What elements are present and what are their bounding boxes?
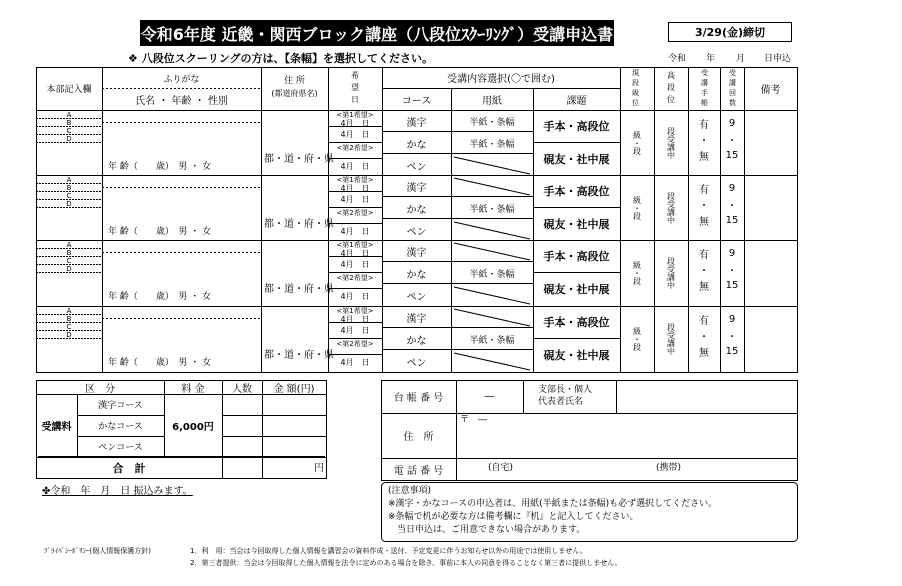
course-option-2[interactable]: ペン <box>406 226 427 238</box>
row-letter: C <box>66 322 72 331</box>
row-rule <box>454 178 530 195</box>
address-label: 住 所 <box>403 432 434 443</box>
topic-option-0[interactable]: 手本・高段位 <box>543 316 610 329</box>
grade-label: 級・段 <box>632 195 642 220</box>
course-option-1[interactable]: かな <box>406 269 427 281</box>
kaisu-option-1[interactable]: ・ <box>727 265 737 277</box>
techou-header-4: 帳 <box>701 99 708 107</box>
wish1-date: 4月 日 <box>340 314 370 324</box>
paper-option-1[interactable]: 半紙・条幅 <box>469 269 515 280</box>
paper-header: 用紙 <box>482 95 502 107</box>
koudan-header-1: 高 <box>667 71 675 80</box>
course-option-2[interactable]: ペン <box>406 357 427 369</box>
name-header: 氏名 ・ 年齢 ・ 性別 <box>135 95 228 107</box>
kaisu-header-2: 講 <box>729 79 736 87</box>
fee-kanji-course: 漢字コース <box>98 401 143 411</box>
wish1-date-b: 4月 日 <box>340 130 370 139</box>
prefecture-label: 都・道・府・県 <box>264 219 334 230</box>
koudan-header-2: 段 <box>667 83 675 92</box>
deadline-box: 3/29(金)締切 <box>668 22 792 42</box>
fee-label: 受講料 <box>41 422 72 433</box>
grade-label: 級・段 <box>632 130 642 155</box>
wish2-date: 4月 日 <box>340 162 370 171</box>
techou-option-2[interactable]: 無 <box>699 281 709 293</box>
wish1-label: <第1希望> <box>336 110 374 119</box>
transfer-note: ✤令和 年 月 日 振込みます。 <box>42 486 193 497</box>
kaisu-option-0[interactable]: 9 <box>728 117 736 129</box>
fee-kubun-header: 区 分 <box>85 383 115 395</box>
topic-option-0[interactable]: 手本・高段位 <box>543 120 610 133</box>
course-option-1[interactable]: かな <box>406 204 427 216</box>
row-letter: B <box>66 248 72 257</box>
wish1-date: 4月 日 <box>340 118 370 128</box>
wish2-label: <第2希望> <box>336 143 374 152</box>
phone-home-label: (自宅) <box>488 463 514 473</box>
techou-header-1: 受 <box>701 69 708 77</box>
row-letter: A <box>66 240 72 249</box>
techou-option-1[interactable]: ・ <box>699 200 709 212</box>
row-letter: D <box>66 330 72 339</box>
fee-kingaku-header: 金 額(円) <box>273 383 315 395</box>
course-option-0[interactable]: 漢字 <box>406 313 427 325</box>
wish1-label: <第1希望> <box>336 240 374 249</box>
course-option-0[interactable]: 漢字 <box>406 117 427 129</box>
kaisu-option-0[interactable]: 9 <box>728 313 736 325</box>
rep-label-1: 支部長・個人 <box>538 385 593 395</box>
row-rule <box>454 309 530 326</box>
age-gender-line: 年 齢（ 歳） 男 ・ 女 <box>108 227 212 237</box>
kaisu-header-4: 数 <box>729 99 736 107</box>
kaisu-option-0[interactable]: 9 <box>728 182 736 194</box>
course-option-2[interactable]: ペン <box>406 161 427 173</box>
course-option-0[interactable]: 漢字 <box>406 182 427 194</box>
naiyou-header: 受講内容選択(〇で囲む) <box>447 74 555 85</box>
kibou-header-2: 望 <box>351 83 359 92</box>
form-title: 令和6年度 近畿・関西ブロック講座（八段位ｽｸｰﾘﾝｸﾞ）受講申込書 <box>140 20 614 46</box>
row-letter: A <box>66 110 72 119</box>
row-rule <box>454 222 530 239</box>
kaisu-header-3: 回 <box>729 89 736 97</box>
postal-mark: 〒 ― <box>460 415 488 425</box>
kaisu-option-2[interactable]: 15 <box>725 279 739 291</box>
row-letter: D <box>66 134 72 143</box>
techou-option-2[interactable]: 無 <box>699 216 709 228</box>
course-header: コース <box>401 95 432 107</box>
techou-option-0[interactable]: 有 <box>699 119 709 131</box>
kaisu-option-2[interactable]: 15 <box>725 345 739 357</box>
paper-option-1[interactable]: 半紙・条幅 <box>469 335 515 346</box>
privacy-line-1: 1．利 用：当会は今回取得した個人情報を講習会の資料作成・送付、予定変更に伴うお知らせ以外の用途では使用しません。 <box>190 547 587 555</box>
techou-header-2: 講 <box>701 79 708 87</box>
row-rule <box>454 353 530 370</box>
fee-kana-course: かなコース <box>98 422 143 432</box>
fee-pen-course: ペンコース <box>98 443 143 453</box>
techou-option-2[interactable]: 無 <box>699 151 709 163</box>
kibou-header-1: 希 <box>351 71 359 80</box>
notes-line-2: ※条幅で机が必要な方は備考欄に『机』と記入してください。 <box>388 512 639 522</box>
genzai-header-4: 位 <box>632 99 639 107</box>
wish1-date-b: 4月 日 <box>340 260 370 269</box>
row-letter: A <box>66 306 72 315</box>
row-letter: C <box>66 256 72 265</box>
row-letter: C <box>66 191 72 200</box>
kana-count-input[interactable] <box>223 417 261 435</box>
rep-label-2: 代表者氏名 <box>538 397 584 407</box>
fee-total-label: 合 計 <box>112 462 146 475</box>
row-letter: A <box>66 175 72 184</box>
wish2-date: 4月 日 <box>340 358 370 367</box>
wish1-date: 4月 日 <box>340 248 370 258</box>
course-option-0[interactable]: 漢字 <box>406 247 427 259</box>
privacy-line-2: 2．第三者提供：当会は今回取得した個人情報を法令に定めのある場合を除き、事前に本人の同意を得ることなく第三者に提供しません。 <box>190 559 622 567</box>
address-input[interactable] <box>460 430 796 456</box>
techou-option-0[interactable]: 有 <box>699 184 709 196</box>
paper-option-1[interactable]: 半紙・条幅 <box>469 139 515 150</box>
prefecture-label: 都・道・府・県 <box>264 154 334 165</box>
prefecture-label: 都・道・府・県 <box>264 350 334 361</box>
address-header: 住 所 <box>284 75 305 86</box>
row-rule <box>454 287 530 304</box>
paper-option-0[interactable]: 半紙・条幅 <box>469 117 515 128</box>
topic-option-0[interactable]: 手本・高段位 <box>543 185 610 198</box>
high-rank-label: 段受講中 <box>666 256 676 289</box>
techou-option-0[interactable]: 有 <box>699 315 709 327</box>
phone-mobile-label: (携帯) <box>656 463 682 473</box>
row-rule <box>454 243 530 260</box>
grade-label: 級・段 <box>632 260 642 285</box>
date-label-month: 月 <box>736 54 746 64</box>
date-label-day: 日申込 <box>764 54 792 64</box>
course-option-1[interactable]: かな <box>406 335 427 347</box>
high-rank-label: 段受講中 <box>666 322 676 355</box>
wish1-date-b: 4月 日 <box>340 195 370 204</box>
fee-ninzu-header: 人数 <box>232 383 252 395</box>
daicho-dash: ― <box>484 391 495 402</box>
daicho-label: 台 帳 番 号 <box>393 393 444 404</box>
age-gender-line: 年 齢（ 歳） 男 ・ 女 <box>108 292 212 302</box>
total-amount-input[interactable] <box>264 460 312 476</box>
row-rule <box>454 157 530 174</box>
genzai-header-3: 級 <box>632 89 639 97</box>
address-sub-header: (都道府県名) <box>271 88 318 98</box>
grade-label: 級・段 <box>632 326 642 351</box>
kibou-header-3: 日 <box>351 95 359 104</box>
course-option-2[interactable]: ペン <box>406 291 427 303</box>
wish1-label: <第1希望> <box>336 306 374 315</box>
techou-option-1[interactable]: ・ <box>699 331 709 343</box>
course-option-1[interactable]: かな <box>406 139 427 151</box>
kaisu-header-1: 受 <box>729 69 736 77</box>
privacy-label: ﾌﾟﾗｲﾊﾞｼｰﾎﾟﾘｼｰ(個人情報保護方針) <box>44 547 151 555</box>
koudan-header-3: 位 <box>667 95 675 104</box>
genzai-header-2: 段 <box>632 79 639 87</box>
wish1-date: 4月 日 <box>340 183 370 193</box>
honbu-header: 本部記入欄 <box>46 85 92 95</box>
topic-option-0[interactable]: 手本・高段位 <box>543 250 610 263</box>
age-gender-line: 年 齢（ 歳） 男 ・ 女 <box>108 358 212 368</box>
topic-header: 課題 <box>566 95 587 107</box>
kaisu-option-1[interactable]: ・ <box>727 135 737 147</box>
row-letter: D <box>66 264 72 273</box>
wish1-date-b: 4月 日 <box>340 326 370 335</box>
kanji-count-input[interactable] <box>223 396 261 414</box>
row-letter: B <box>66 314 72 323</box>
topic-option-1[interactable]: 硯友・社中展 <box>543 348 610 362</box>
fee-price: 6,000円 <box>172 422 214 433</box>
bikou-header: 備考 <box>760 85 781 96</box>
age-gender-line: 年 齢（ 歳） 男 ・ 女 <box>108 162 212 172</box>
date-label-reiwa: 令和 <box>668 54 687 64</box>
kaisu-option-0[interactable]: 9 <box>728 247 736 259</box>
wish2-label: <第2希望> <box>336 339 374 348</box>
row-letter: B <box>66 118 72 127</box>
wish2-label: <第2希望> <box>336 208 374 217</box>
furigana-header: ふりがな <box>163 74 200 85</box>
kaisu-option-1[interactable]: ・ <box>727 331 737 343</box>
fee-ryoukin-header: 料 金 <box>181 383 205 395</box>
notes-line-1: ※漢字・かなコースの申込者は、用紙(半紙または条幅)も必ず選択してください。 <box>388 499 718 509</box>
techou-option-2[interactable]: 無 <box>699 347 709 359</box>
techou-option-1[interactable]: ・ <box>699 135 709 147</box>
notes-line-3: 当日申込は、ご用意できない場合があります。 <box>388 525 586 535</box>
topic-option-1[interactable]: 硯友・社中展 <box>543 152 610 166</box>
techou-option-1[interactable]: ・ <box>699 265 709 277</box>
phone-label: 電 話 番 号 <box>393 465 444 477</box>
fee-yen: 円 <box>314 463 324 474</box>
wish1-label: <第1希望> <box>336 175 374 184</box>
wish2-date: 4月 日 <box>340 292 370 301</box>
wish2-date: 4月 日 <box>340 227 370 236</box>
notes-title: (注意事項) <box>388 486 432 496</box>
kaisu-option-2[interactable]: 15 <box>725 149 739 161</box>
instruction-text: ❖ 八段位スクーリングの方は、【条幅】を選択してください。 <box>128 52 433 65</box>
pen-count-input[interactable] <box>223 438 261 456</box>
genzai-header-1: 現 <box>632 69 639 77</box>
kaisu-option-2[interactable]: 15 <box>725 214 739 226</box>
row-letter: D <box>66 199 72 208</box>
topic-option-1[interactable]: 硯友・社中展 <box>543 282 610 296</box>
paper-option-1[interactable]: 半紙・条幅 <box>469 204 515 215</box>
row-letter: B <box>66 183 72 192</box>
rep-name-input[interactable] <box>618 382 796 412</box>
techou-option-0[interactable]: 有 <box>699 249 709 261</box>
date-label-year: 年 <box>706 54 716 64</box>
kaisu-option-1[interactable]: ・ <box>727 200 737 212</box>
prefecture-label: 都・道・府・県 <box>264 284 334 295</box>
high-rank-label: 段受講中 <box>666 126 676 159</box>
topic-option-1[interactable]: 硯友・社中展 <box>543 217 610 231</box>
high-rank-label: 段受講中 <box>666 191 676 224</box>
techou-header-3: 手 <box>701 89 708 97</box>
wish2-label: <第2希望> <box>336 273 374 282</box>
row-letter: C <box>66 126 72 135</box>
